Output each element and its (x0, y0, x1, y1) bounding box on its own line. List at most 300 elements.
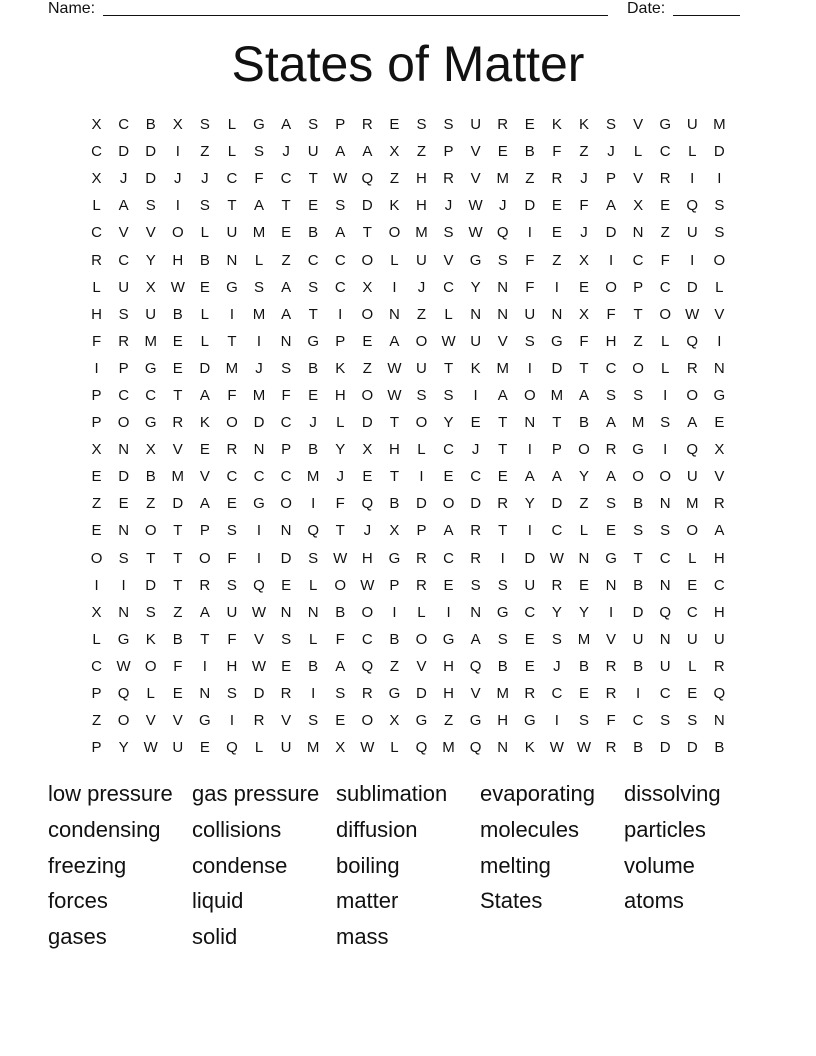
grid-cell[interactable]: O (334, 576, 347, 594)
grid-cell[interactable]: X (389, 522, 400, 540)
grid-cell[interactable]: A (389, 332, 400, 350)
grid-cell[interactable]: I (256, 522, 262, 540)
grid-cell[interactable]: N (551, 305, 563, 323)
grid-cell[interactable]: N (605, 576, 617, 594)
grid-cell[interactable]: N (280, 522, 292, 540)
grid-cell[interactable]: H (226, 657, 238, 675)
grid-cell[interactable]: F (552, 143, 562, 161)
grid-cell[interactable]: E (308, 386, 319, 404)
grid-cell[interactable]: X (172, 116, 183, 134)
grid-cell[interactable]: Q (226, 739, 238, 757)
grid-cell[interactable]: F (579, 332, 589, 350)
grid-cell[interactable]: X (91, 603, 102, 621)
grid-cell[interactable]: N (659, 495, 671, 513)
grid-cell[interactable]: E (578, 278, 589, 296)
grid-cell[interactable]: F (606, 712, 616, 730)
grid-cell[interactable]: F (660, 251, 670, 269)
grid-cell[interactable]: J (201, 170, 209, 188)
grid-cell[interactable]: M (415, 224, 428, 242)
grid-cell[interactable]: W (333, 549, 348, 567)
grid-cell[interactable]: B (389, 630, 400, 648)
grid-cell[interactable]: G (144, 414, 157, 432)
grid-cell[interactable]: A (254, 197, 265, 215)
grid-cell[interactable]: G (117, 630, 130, 648)
grid-cell[interactable]: J (174, 170, 182, 188)
grid-cell[interactable]: D (280, 549, 292, 567)
grid-cell[interactable]: X (362, 441, 373, 459)
grid-cell[interactable]: G (469, 251, 482, 269)
grid-cell[interactable]: C (361, 630, 373, 648)
grid-cell[interactable]: R (226, 441, 238, 459)
grid-cell[interactable]: J (471, 441, 480, 459)
grid-cell[interactable]: O (199, 549, 211, 567)
grid-cell[interactable]: T (200, 630, 210, 648)
grid-cell[interactable]: C (605, 359, 617, 377)
grid-cell[interactable]: B (714, 739, 725, 757)
grid-cell[interactable]: L (308, 630, 318, 648)
grid-cell[interactable]: V (199, 468, 210, 486)
grid-cell[interactable]: W (441, 332, 456, 350)
grid-cell[interactable]: L (688, 143, 697, 161)
grid-cell[interactable]: B (524, 143, 535, 161)
grid-cell[interactable]: V (172, 712, 183, 730)
grid-cell[interactable]: W (360, 576, 375, 594)
grid-cell[interactable]: U (307, 143, 319, 161)
grid-cell[interactable]: Z (146, 495, 156, 513)
grid-cell[interactable]: N (632, 224, 644, 242)
grid-cell[interactable]: V (281, 712, 292, 730)
grid-cell[interactable]: T (579, 359, 589, 377)
grid-cell[interactable]: G (496, 603, 509, 621)
grid-cell[interactable]: O (659, 305, 672, 323)
grid-cell[interactable]: L (417, 603, 426, 621)
grid-cell[interactable]: O (659, 468, 672, 486)
grid-cell[interactable]: C (659, 549, 671, 567)
grid-cell[interactable]: L (308, 576, 318, 594)
grid-cell[interactable]: Q (686, 197, 699, 215)
grid-cell[interactable]: Q (469, 657, 482, 675)
grid-cell[interactable]: Z (91, 712, 102, 730)
grid-cell[interactable]: A (281, 116, 292, 134)
grid-cell[interactable]: C (443, 441, 454, 459)
grid-cell[interactable]: Q (361, 170, 374, 188)
grid-cell[interactable]: B (308, 441, 319, 459)
grid-cell[interactable]: Z (525, 170, 535, 188)
grid-cell[interactable]: E (714, 414, 725, 432)
grid-cell[interactable]: C (713, 576, 725, 594)
grid-cell[interactable]: B (199, 251, 210, 269)
grid-cell[interactable]: C (91, 657, 102, 675)
grid-cell[interactable]: J (607, 143, 615, 161)
grid-cell[interactable]: O (226, 414, 238, 432)
grid-cell[interactable]: A (443, 522, 454, 540)
grid-cell[interactable]: H (91, 305, 102, 323)
grid-cell[interactable]: T (308, 170, 318, 188)
grid-cell[interactable]: F (173, 657, 183, 675)
grid-cell[interactable]: C (334, 278, 346, 296)
grid-cell[interactable]: R (686, 359, 698, 377)
grid-cell[interactable]: I (554, 278, 559, 296)
grid-cell[interactable]: C (659, 278, 671, 296)
grid-cell[interactable]: R (497, 495, 509, 513)
grid-cell[interactable]: L (336, 414, 345, 432)
grid-cell[interactable]: Z (389, 657, 399, 675)
grid-cell[interactable]: L (390, 739, 399, 757)
grid-cell[interactable]: O (144, 522, 157, 540)
grid-cell[interactable]: Y (470, 278, 481, 296)
grid-cell[interactable]: E (443, 468, 454, 486)
grid-cell[interactable]: J (119, 170, 128, 188)
grid-cell[interactable]: T (498, 441, 508, 459)
grid-cell[interactable]: G (523, 712, 536, 730)
grid-cell[interactable]: V (633, 116, 644, 134)
grid-cell[interactable]: Q (307, 522, 319, 540)
grid-cell[interactable]: H (172, 251, 184, 269)
grid-cell[interactable]: K (578, 116, 589, 134)
grid-cell[interactable]: Z (91, 495, 102, 513)
grid-cell[interactable]: R (659, 170, 671, 188)
grid-cell[interactable]: E (497, 143, 508, 161)
grid-cell[interactable]: N (470, 305, 482, 323)
grid-cell[interactable]: G (253, 116, 265, 134)
grid-cell[interactable]: C (280, 414, 292, 432)
grid-cell[interactable]: C (659, 143, 671, 161)
grid-cell[interactable]: A (497, 386, 508, 404)
grid-cell[interactable]: R (172, 414, 184, 432)
grid-cell[interactable]: R (280, 685, 292, 703)
grid-cell[interactable]: S (714, 224, 725, 242)
grid-cell[interactable]: T (552, 414, 562, 432)
grid-cell[interactable]: G (469, 712, 482, 730)
grid-cell[interactable]: M (496, 685, 509, 703)
grid-cell[interactable]: S (633, 522, 644, 540)
grid-cell[interactable]: L (688, 549, 697, 567)
grid-cell[interactable]: G (144, 359, 157, 377)
grid-cell[interactable]: V (470, 685, 481, 703)
grid-cell[interactable]: P (281, 441, 292, 459)
grid-cell[interactable]: I (392, 603, 397, 621)
grid-cell[interactable]: L (92, 278, 101, 296)
grid-cell[interactable]: R (497, 116, 509, 134)
grid-cell[interactable]: E (443, 576, 454, 594)
grid-cell[interactable]: I (446, 603, 451, 621)
grid-cell[interactable]: E (578, 576, 589, 594)
grid-cell[interactable]: X (389, 143, 400, 161)
grid-cell[interactable]: C (686, 603, 698, 621)
grid-cell[interactable]: S (335, 685, 346, 703)
grid-cell[interactable]: H (713, 603, 725, 621)
grid-cell[interactable]: Z (579, 495, 589, 513)
grid-cell[interactable]: S (497, 251, 508, 269)
grid-cell[interactable]: U (686, 224, 698, 242)
grid-cell[interactable]: C (226, 170, 238, 188)
grid-cell[interactable]: S (524, 332, 535, 350)
grid-cell[interactable]: Z (552, 251, 562, 269)
grid-cell[interactable]: I (311, 685, 316, 703)
grid-cell[interactable]: X (91, 441, 102, 459)
grid-cell[interactable]: K (389, 197, 400, 215)
grid-cell[interactable]: B (308, 657, 319, 675)
grid-cell[interactable]: H (497, 712, 509, 730)
grid-cell[interactable]: S (254, 143, 265, 161)
grid-cell[interactable]: V (145, 224, 156, 242)
grid-cell[interactable]: R (199, 576, 211, 594)
grid-cell[interactable]: N (118, 441, 130, 459)
grid-cell[interactable]: M (686, 495, 699, 513)
grid-cell[interactable]: Z (389, 170, 399, 188)
grid-cell[interactable]: N (118, 522, 130, 540)
grid-cell[interactable]: P (91, 386, 102, 404)
grid-cell[interactable]: E (578, 685, 589, 703)
grid-cell[interactable]: B (389, 495, 400, 513)
grid-cell[interactable]: R (470, 549, 482, 567)
grid-cell[interactable]: L (227, 143, 237, 161)
grid-cell[interactable]: N (713, 359, 725, 377)
grid-cell[interactable]: G (199, 712, 211, 730)
grid-cell[interactable]: K (145, 630, 156, 648)
grid-cell[interactable]: G (632, 441, 644, 459)
grid-cell[interactable]: U (713, 630, 725, 648)
grid-cell[interactable]: X (335, 739, 346, 757)
grid-cell[interactable]: Z (281, 251, 291, 269)
grid-cell[interactable]: C (118, 386, 130, 404)
grid-cell[interactable]: W (387, 359, 402, 377)
grid-cell[interactable]: J (282, 143, 290, 161)
grid-cell[interactable]: X (714, 441, 725, 459)
grid-cell[interactable]: I (338, 305, 343, 323)
grid-cell[interactable]: Q (253, 576, 265, 594)
grid-cell[interactable]: D (686, 739, 698, 757)
grid-cell[interactable]: C (334, 251, 346, 269)
grid-cell[interactable]: W (387, 386, 402, 404)
grid-cell[interactable]: F (525, 251, 535, 269)
grid-cell[interactable]: W (468, 224, 483, 242)
grid-cell[interactable]: O (632, 468, 644, 486)
grid-cell[interactable]: Q (469, 739, 482, 757)
grid-cell[interactable]: I (256, 332, 262, 350)
grid-cell[interactable]: E (172, 685, 183, 703)
grid-cell[interactable]: Q (686, 441, 699, 459)
grid-cell[interactable]: R (551, 576, 563, 594)
grid-cell[interactable]: S (118, 305, 129, 323)
grid-cell[interactable]: J (309, 414, 317, 432)
grid-cell[interactable]: V (714, 305, 725, 323)
grid-cell[interactable]: E (308, 197, 319, 215)
grid-cell[interactable]: I (554, 712, 559, 730)
grid-cell[interactable]: W (549, 739, 564, 757)
grid-cell[interactable]: Y (118, 739, 129, 757)
grid-cell[interactable]: I (256, 549, 262, 567)
grid-cell[interactable]: C (551, 522, 563, 540)
grid-cell[interactable]: B (633, 495, 644, 513)
grid-cell[interactable]: Z (660, 224, 670, 242)
grid-cell[interactable]: X (145, 278, 156, 296)
grid-cell[interactable]: I (663, 441, 668, 459)
grid-cell[interactable]: C (118, 251, 130, 269)
grid-cell[interactable]: M (713, 116, 726, 134)
grid-cell[interactable]: F (227, 549, 237, 567)
grid-cell[interactable]: J (580, 224, 588, 242)
grid-cell[interactable]: P (91, 685, 102, 703)
grid-cell[interactable]: B (335, 603, 346, 621)
grid-cell[interactable]: O (171, 224, 184, 242)
grid-cell[interactable]: A (335, 657, 346, 675)
grid-cell[interactable]: Z (173, 603, 183, 621)
grid-cell[interactable]: R (118, 332, 130, 350)
grid-cell[interactable]: I (663, 386, 668, 404)
grid-cell[interactable]: E (281, 657, 292, 675)
grid-cell[interactable]: O (361, 305, 374, 323)
grid-cell[interactable]: Z (633, 332, 643, 350)
grid-cell[interactable]: B (578, 657, 589, 675)
name-blank-line[interactable] (103, 15, 608, 16)
grid-cell[interactable]: X (145, 441, 156, 459)
grid-cell[interactable]: H (443, 685, 454, 703)
grid-cell[interactable]: E (524, 116, 535, 134)
grid-cell[interactable]: U (226, 603, 238, 621)
grid-cell[interactable]: X (362, 278, 373, 296)
grid-cell[interactable]: X (91, 170, 102, 188)
grid-cell[interactable]: K (335, 359, 346, 377)
grid-cell[interactable]: Z (416, 305, 427, 323)
grid-cell[interactable]: H (713, 549, 725, 567)
grid-cell[interactable]: X (578, 305, 589, 323)
grid-cell[interactable]: L (688, 657, 697, 675)
grid-cell[interactable]: C (470, 468, 482, 486)
grid-cell[interactable]: I (94, 576, 99, 594)
grid-cell[interactable]: J (553, 657, 561, 675)
grid-cell[interactable]: S (281, 359, 292, 377)
grid-cell[interactable]: U (172, 739, 184, 757)
grid-cell[interactable]: O (361, 251, 374, 269)
grid-cell[interactable]: A (551, 468, 562, 486)
grid-cell[interactable]: Y (578, 468, 589, 486)
grid-cell[interactable]: R (524, 685, 536, 703)
grid-cell[interactable]: E (551, 224, 562, 242)
grid-cell[interactable]: P (633, 278, 644, 296)
grid-cell[interactable]: A (578, 386, 589, 404)
grid-cell[interactable]: J (336, 468, 344, 486)
grid-cell[interactable]: F (579, 197, 589, 215)
grid-cell[interactable]: Q (415, 739, 428, 757)
grid-cell[interactable]: S (470, 576, 481, 594)
grid-cell[interactable]: O (415, 414, 428, 432)
grid-cell[interactable]: T (633, 549, 643, 567)
grid-cell[interactable]: E (687, 685, 698, 703)
grid-cell[interactable]: I (527, 359, 532, 377)
grid-cell[interactable]: I (636, 685, 641, 703)
grid-cell[interactable]: C (632, 712, 644, 730)
grid-cell[interactable]: D (470, 495, 482, 513)
grid-cell[interactable]: X (91, 116, 102, 134)
grid-cell[interactable]: C (551, 685, 563, 703)
grid-cell[interactable]: D (361, 197, 373, 215)
grid-cell[interactable]: T (633, 305, 643, 323)
grid-cell[interactable]: W (576, 739, 592, 757)
grid-cell[interactable]: T (173, 549, 183, 567)
grid-cell[interactable]: W (360, 739, 375, 757)
grid-cell[interactable]: T (389, 414, 399, 432)
grid-cell[interactable]: R (713, 495, 725, 513)
grid-cell[interactable]: R (605, 441, 617, 459)
grid-cell[interactable]: P (335, 332, 346, 350)
grid-cell[interactable]: E (335, 712, 346, 730)
grid-cell[interactable]: E (362, 468, 373, 486)
grid-cell[interactable]: A (199, 495, 210, 513)
grid-cell[interactable]: U (686, 630, 698, 648)
grid-cell[interactable]: D (145, 576, 157, 594)
grid-cell[interactable]: S (497, 630, 508, 648)
grid-cell[interactable]: G (226, 278, 238, 296)
grid-cell[interactable]: E (524, 657, 535, 675)
grid-cell[interactable]: T (308, 305, 318, 323)
grid-cell[interactable]: I (527, 224, 532, 242)
grid-cell[interactable]: R (443, 170, 454, 188)
grid-cell[interactable]: S (714, 197, 725, 215)
grid-cell[interactable]: J (255, 359, 263, 377)
grid-cell[interactable]: E (389, 116, 400, 134)
grid-cell[interactable]: O (415, 630, 428, 648)
grid-cell[interactable]: O (144, 657, 157, 675)
grid-cell[interactable]: S (226, 522, 237, 540)
grid-cell[interactable]: T (281, 197, 291, 215)
grid-cell[interactable]: V (606, 630, 617, 648)
grid-cell[interactable]: D (199, 359, 211, 377)
grid-cell[interactable]: O (686, 386, 699, 404)
grid-cell[interactable]: W (468, 197, 483, 215)
grid-cell[interactable]: A (362, 143, 373, 161)
grid-cell[interactable]: S (660, 522, 671, 540)
grid-cell[interactable]: U (632, 630, 644, 648)
grid-cell[interactable]: M (577, 630, 591, 648)
grid-cell[interactable]: O (415, 332, 428, 350)
grid-cell[interactable]: L (661, 359, 670, 377)
grid-cell[interactable]: W (116, 657, 131, 675)
grid-cell[interactable]: X (578, 251, 589, 269)
grid-cell[interactable]: I (175, 197, 180, 215)
grid-cell[interactable]: U (524, 305, 536, 323)
grid-cell[interactable]: L (715, 278, 724, 296)
grid-cell[interactable]: O (632, 359, 644, 377)
grid-cell[interactable]: E (199, 739, 210, 757)
grid-cell[interactable]: V (118, 224, 129, 242)
grid-cell[interactable]: F (525, 278, 535, 296)
grid-cell[interactable]: G (307, 332, 319, 350)
grid-cell[interactable]: O (523, 386, 536, 404)
grid-cell[interactable]: P (389, 576, 400, 594)
grid-cell[interactable]: J (498, 197, 507, 215)
grid-cell[interactable]: U (280, 739, 292, 757)
grid-cell[interactable]: N (253, 441, 265, 459)
grid-cell[interactable]: T (498, 414, 508, 432)
grid-cell[interactable]: O (90, 549, 103, 567)
grid-cell[interactable]: M (252, 305, 266, 323)
grid-cell[interactable]: Z (579, 143, 589, 161)
grid-cell[interactable]: G (551, 332, 563, 350)
grid-cell[interactable]: E (199, 278, 210, 296)
grid-cell[interactable]: V (714, 468, 725, 486)
grid-cell[interactable]: N (226, 251, 238, 269)
grid-cell[interactable]: M (252, 386, 266, 404)
grid-cell[interactable]: F (335, 495, 345, 513)
grid-cell[interactable]: L (227, 116, 237, 134)
grid-cell[interactable]: A (606, 197, 617, 215)
grid-cell[interactable]: S (578, 712, 589, 730)
grid-cell[interactable]: U (118, 278, 130, 296)
grid-cell[interactable]: D (551, 359, 563, 377)
grid-cell[interactable]: F (281, 386, 291, 404)
grid-cell[interactable]: O (280, 495, 292, 513)
